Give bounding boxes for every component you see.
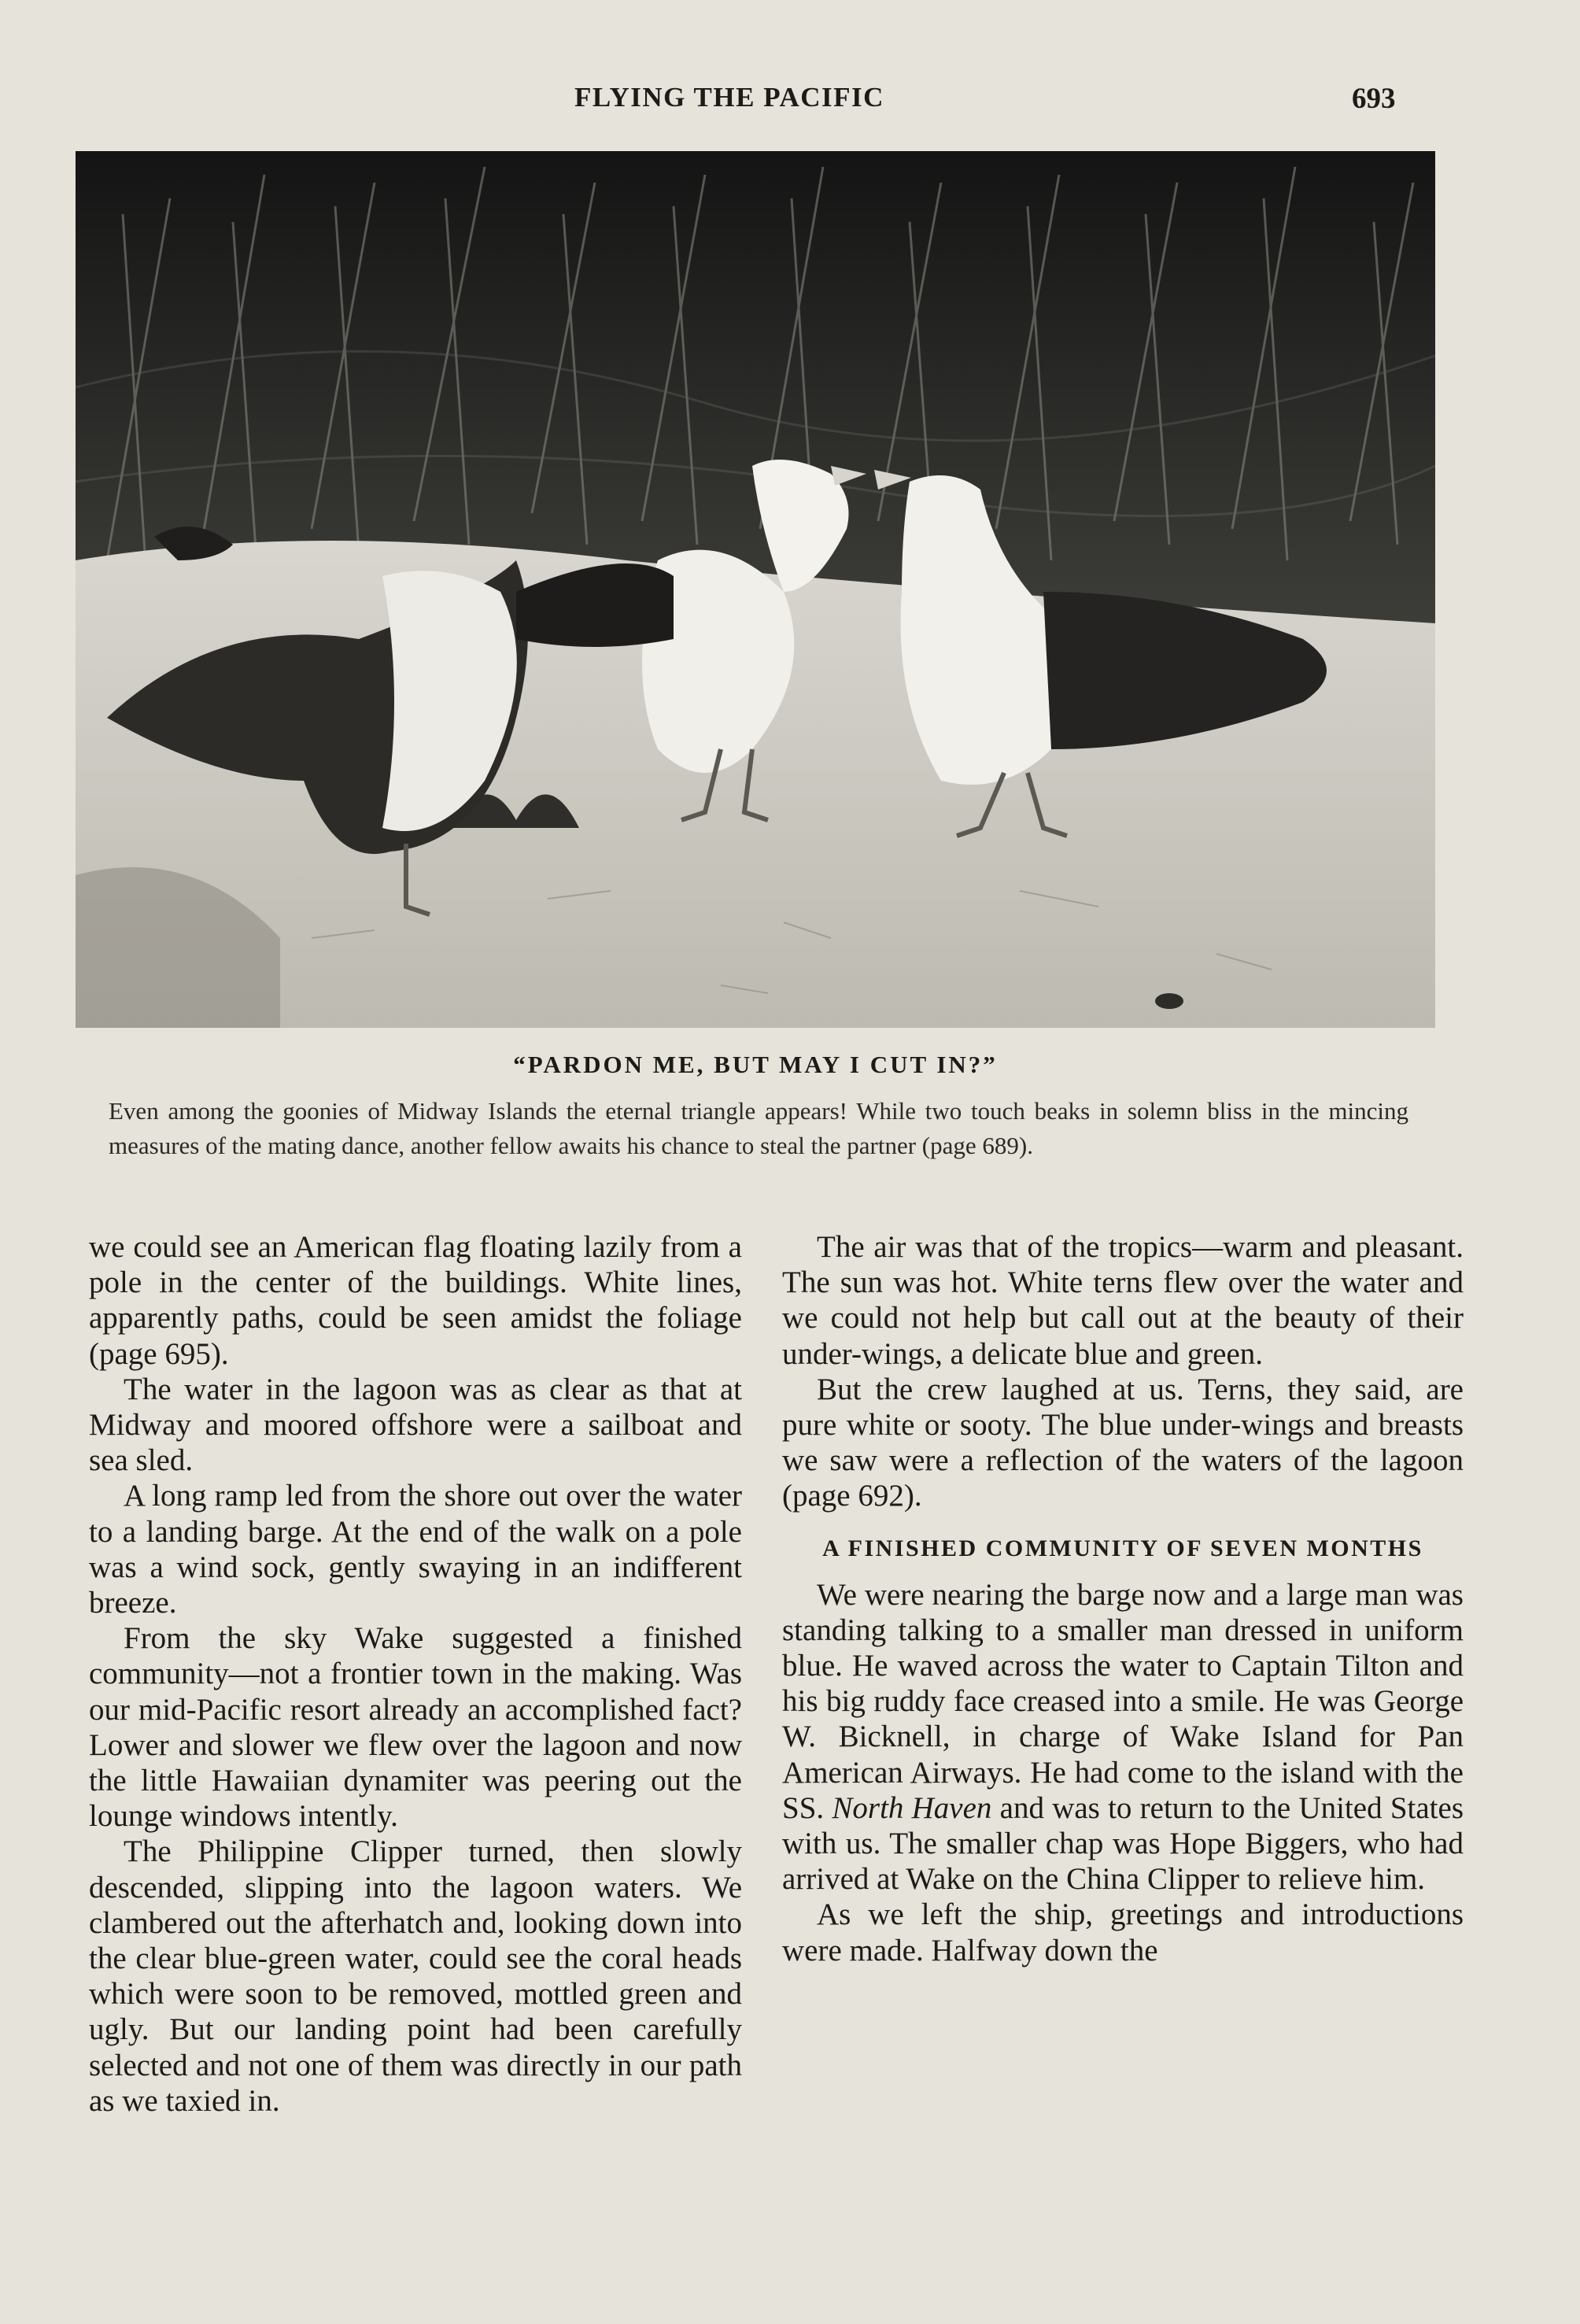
paragraph: From the sky Wake suggested a finished community—not a frontier town in the making. Was our mid-Pacific resort already an accomplished fact? Lower and slower we flew over the lagoon and now the little Hawaiian dynamiter was peering out the lounge windows intently. (89, 1621, 742, 1834)
left-column (89, 1229, 742, 2119)
running-head (0, 79, 1580, 126)
right-column (782, 1229, 1464, 1968)
paragraph: As we left the ship, greetings and introductions were made. Halfway down the (782, 1897, 1464, 1967)
paragraph: The water in the lagoon was as clear as that at Midway and moored offshore were a sailboat and sea sled. (89, 1372, 742, 1478)
paragraph: The Philippine Clipper turned, then slowly descended, slipping into the lagoon waters. We clambered out the afterhatch and, looking down into the clear blue-green water, could see the coral heads which were soon to be removed, mottled green and ugly. But our landing point had been carefully selected and not one of them was directly in our path as we taxied in. (89, 1834, 742, 2118)
paragraph (782, 1577, 1464, 1897)
caption-body: Even among the goonies of Midway Islands the eternal triangle appears! While two touch beaks in solemn bliss in the mincing measures of the mating dance, another fellow awaits his chance to steal the partner (page 689). (109, 1097, 1408, 1159)
running-title: FLYING THE PACIFIC (574, 82, 884, 113)
paragraph: we could see an American flag floating lazily from a pole in the center of the buildings. White lines, apparently paths, could be seen amidst the foliage (page 695). (89, 1230, 742, 1371)
albatross-photo-drawing (76, 151, 1435, 1028)
paragraph-text: and was to return to the United States with us. The smaller chap was Hope Biggers, who had arrived at Wake on the China Clipper to relieve him. (782, 1790, 1464, 1897)
paragraph: But the crew laughed at us. Terns, they said, are pure white or sooty. The blue under-wings and breasts we saw were a reflection of the waters of the lagoon (page 692). (782, 1372, 1464, 1513)
ship-name: North Haven (832, 1790, 992, 1825)
caption-title: “PARDON ME, BUT MAY I CUT IN?” (513, 1051, 998, 1078)
page-number: 693 (1352, 83, 1396, 115)
section-heading: A FINISHED COMMUNITY OF SEVEN MONTHS (822, 1535, 1423, 1561)
albatross-photo (76, 151, 1435, 1028)
paragraph-text: We were nearing the barge now and a large man was standing talking to a smaller man dressed in uniform blue. He waved across the water to Captain Tilton and his big ruddy face creased into a smile. He was George W. Bicknell, in charge of Wake Island for Pan American Airways. He had come to the island with the SS. (782, 1577, 1464, 1825)
paragraph: The air was that of the tropics—warm and pleasant. The sun was hot. White terns flew over the water and we could not help but call out at the beauty of their under-wings, a delicate blue and green. (782, 1230, 1464, 1371)
paragraph: A long ramp led from the shore out over the water to a landing barge. At the end of the walk on a pole was a wind sock, gently swaying in an indifferent breeze. (89, 1479, 742, 1620)
